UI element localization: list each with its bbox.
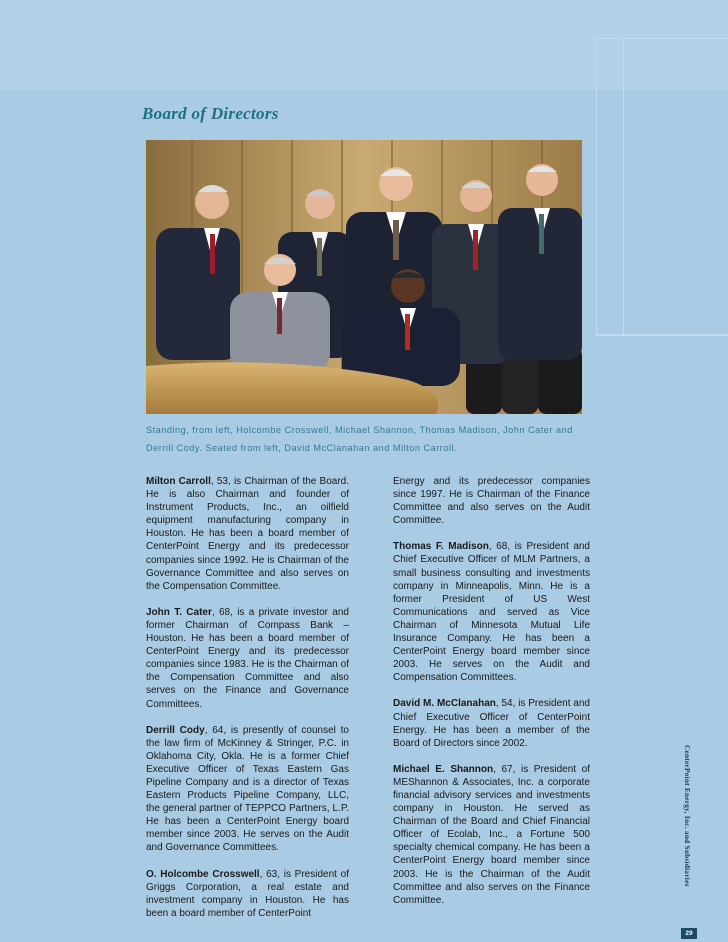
- bio-text: , 67, is President of MEShannon & Associates, Inc. a corporate financial advisory services and investments company in Houston. He served as Chairman of the Board and Chief Financial Officer of Ecolab, Inc., a Fortune 500 specialty chemical company. He has been a CenterPoint Energy board member since 2003. He is the Chairman of the Audit Committee and also serves on the Finance Committee.: [393, 763, 590, 906]
- bio-name: John T. Cater: [146, 606, 212, 618]
- bio-name: Michael E. Shannon: [393, 763, 494, 775]
- bio-column-left: [146, 475, 349, 933]
- bio-text: , 64, is presently of counsel to the law firm of McKinney & Stringer, P.C. in Oklahoma City, Okla. He is a former Chief Executive Officer of Texas Eastern Gas Pipeline Company and is a director of Texas Eastern Products Pipeline Company, LLC, the general partner of TEPPCO Partners, L.P. He has been a CenterPoint Energy board member since 2003. He serves on the Audit and Governance Committees.: [146, 724, 349, 854]
- decorative-frame-right: [622, 38, 728, 336]
- bio-text: , 54, is President and Chief Executive Officer of CenterPoint Energy. He has been a member of the Board of Directors since 2002.: [393, 698, 590, 749]
- bio-paragraph: [393, 540, 590, 684]
- bio-text: , 68, is President and Chief Executive Officer of MLM Partners, a small business consulting and investments company in Minneapolis, Minn. He is a former President of US West Communications and served as Vice Chairman of Minnesota Mutual Life Insurance Company. He has been a CenterPoint Energy board member since 2003. He serves on the Audit and Compensation Committees.: [393, 541, 590, 684]
- bio-name: Milton Carroll: [146, 476, 211, 487]
- bio-paragraph: [393, 763, 590, 907]
- bio-paragraph: [393, 475, 590, 527]
- bio-text: , 53, is Chairman of the Board. He is also Chairman and founder of Instrument Products, Inc., an oilfield equipment manufacturing company in Houston. He has been a board member of CenterPoint Energy and its predecessor companies since 1992. He is Chairman of the Governance Committee and also serves on the Compensation Committee.: [146, 476, 350, 592]
- bio-name: Derrill Cody: [146, 724, 205, 736]
- board-photo: [146, 140, 582, 414]
- bio-paragraph: [146, 868, 349, 920]
- bio-paragraph: [393, 697, 590, 749]
- page-title: Board of Directors: [142, 104, 279, 123]
- company-side-label: CenterPoint Energy, Inc. and Subsidiaries: [683, 745, 691, 887]
- page-number: 29: [681, 928, 697, 939]
- decorative-divider: [596, 334, 728, 335]
- photo-caption: [146, 421, 596, 457]
- bio-paragraph: [146, 606, 349, 711]
- bio-column-right: [393, 475, 590, 920]
- bio-paragraph: [146, 475, 349, 593]
- bio-text: , 63, is President of Griggs Corporation, a real estate and investment company in Houston. He has been a board member of CenterPoint: [146, 868, 349, 919]
- bio-name: Thomas F. Madison: [393, 541, 489, 553]
- decorative-frame: [596, 38, 624, 336]
- bio-text: Energy and its predecessor companies since 1997. He is Chairman of the Finance Committee and also serves on the Audit Committee.: [393, 476, 590, 527]
- bio-name: David M. McClanahan: [393, 698, 496, 710]
- board-photo-illustration: [146, 140, 582, 414]
- caption-line-seated: Derrill Cody. Seated from left, David McClanahan and Milton Carroll.: [146, 443, 458, 453]
- bio-name: O. Holcombe Crosswell: [146, 868, 260, 880]
- bio-paragraph: [146, 724, 349, 855]
- bio-text: , 68, is a private investor and former Chairman of Compass Bank – Houston. He has been a board member of CenterPoint Energy and its predecessor companies since 1983. He is the Chairman of the Compensation Committee and also serves on the Finance and Governance Committees.: [146, 606, 349, 710]
- caption-line-standing: Standing, from left, Holcombe Crosswell, Michael Shannon, Thomas Madison, John Cater and: [146, 425, 573, 435]
